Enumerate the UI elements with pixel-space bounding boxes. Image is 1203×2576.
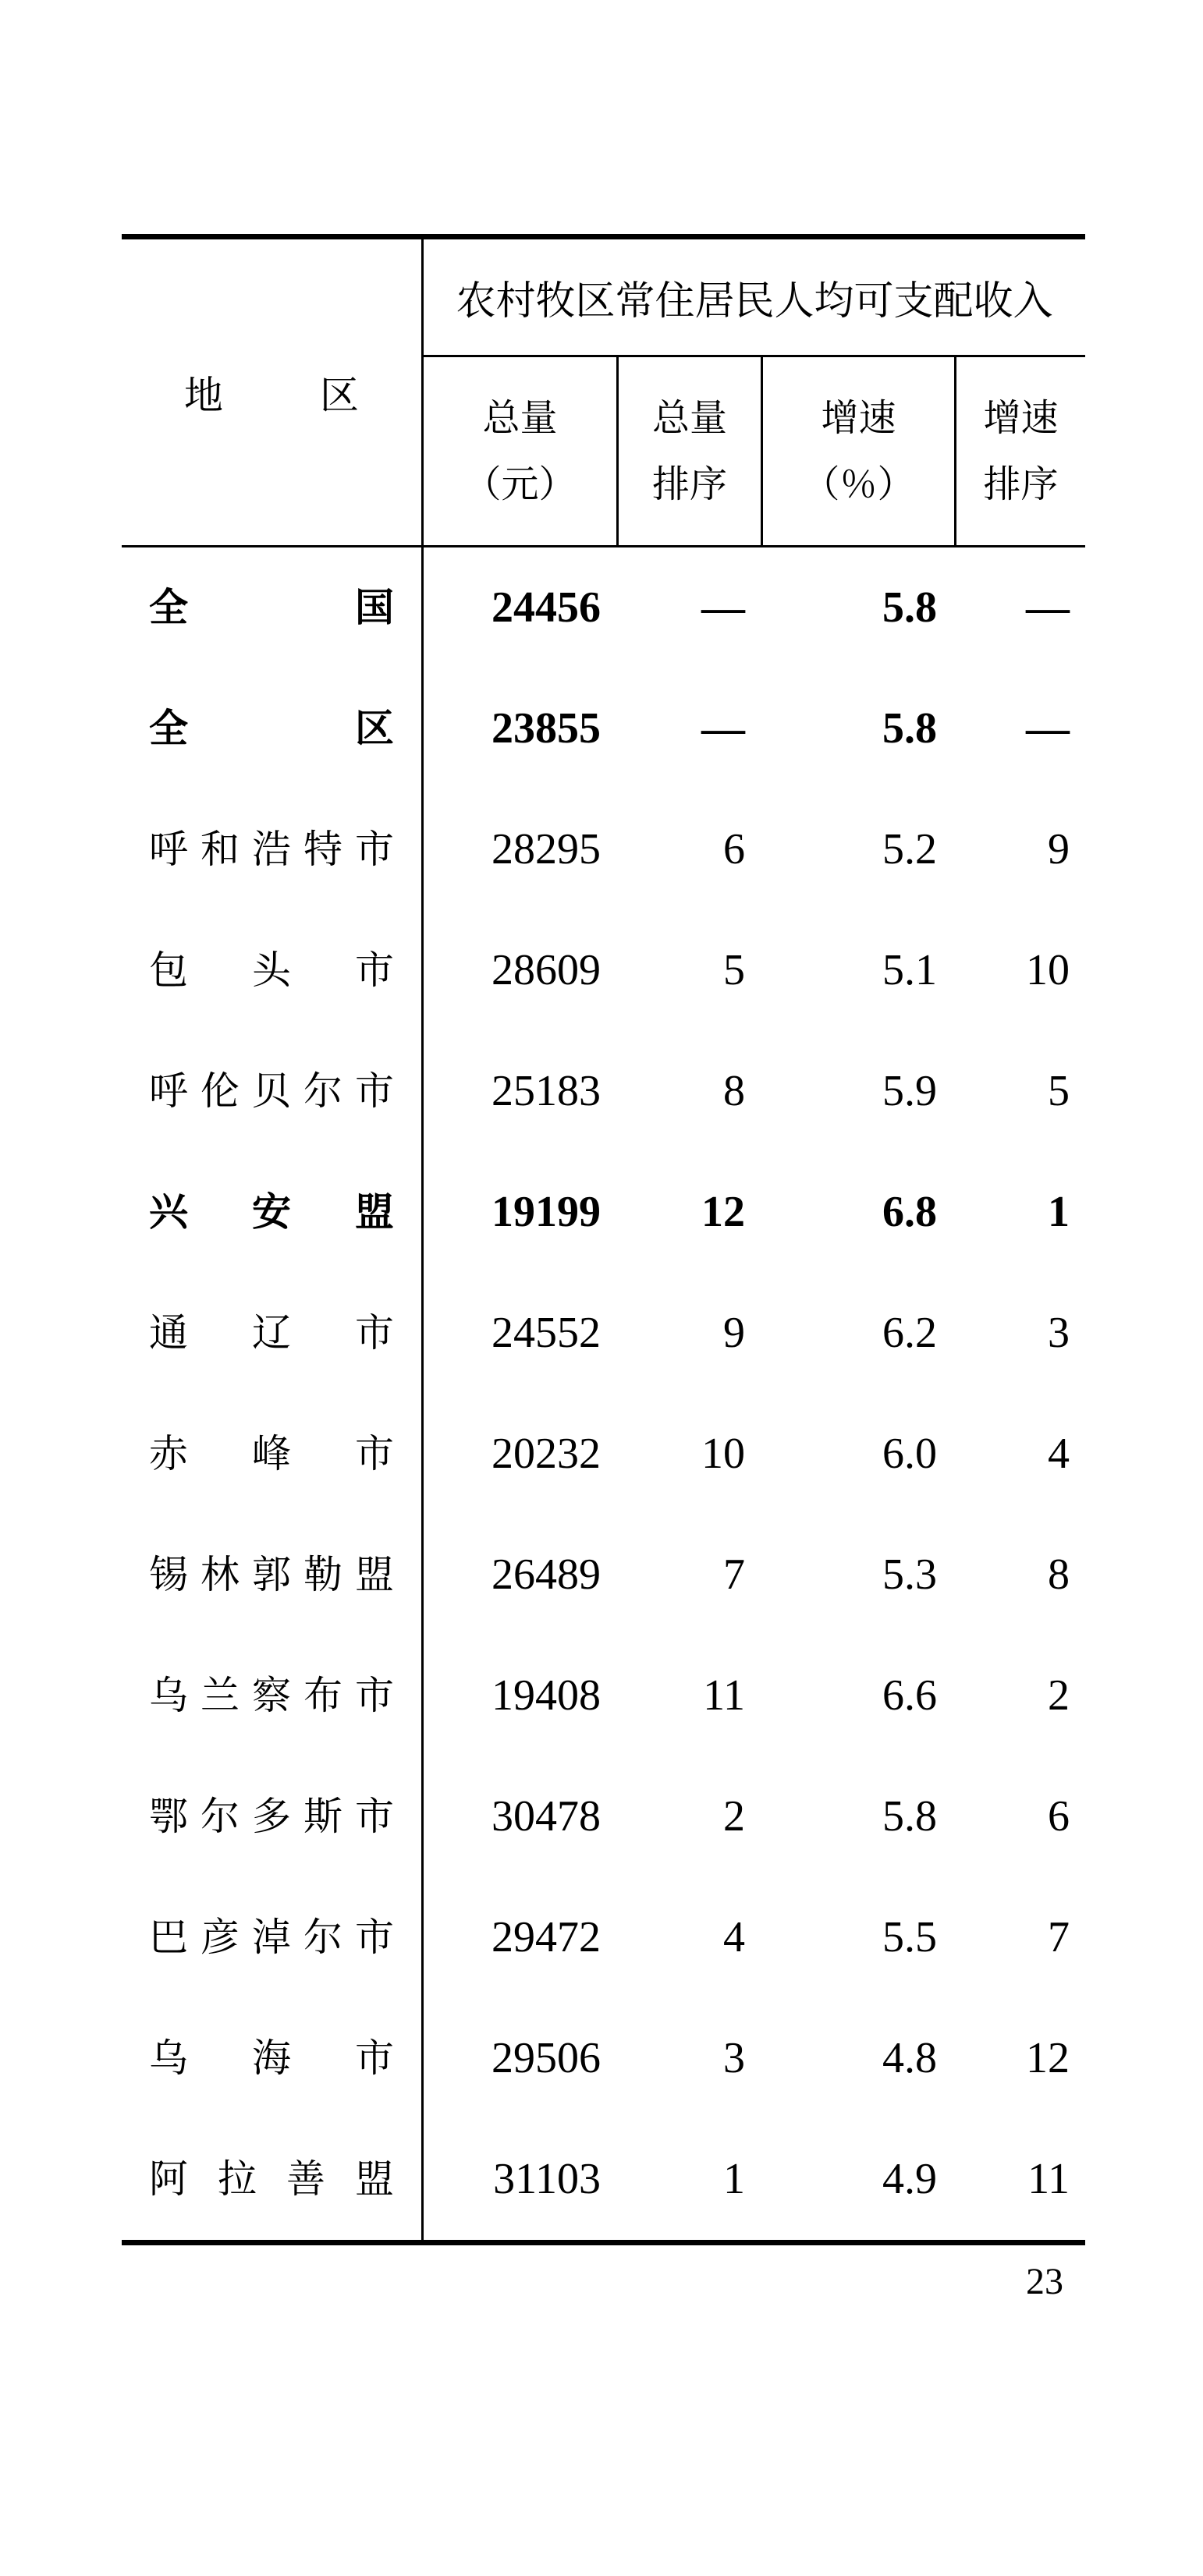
region-cell	[122, 668, 424, 789]
region-name: 鄂尔多斯市	[149, 1795, 394, 1838]
table-row	[122, 1394, 1085, 1515]
total-rank-cell: 6	[723, 825, 745, 873]
growth-cell: 6.8	[882, 1188, 937, 1236]
region-cell	[122, 910, 424, 1031]
table-row	[122, 1031, 1085, 1152]
total-cell: 19408	[491, 1671, 601, 1720]
total-rank-cell: 2	[723, 1792, 745, 1841]
table-row	[122, 1152, 1085, 1273]
region-cell	[122, 1273, 424, 1394]
growth-cell: 5.8	[882, 704, 937, 753]
total-cell: 28295	[491, 825, 601, 873]
total-rank-cell: 10	[701, 1430, 745, 1478]
total-cell: 23855	[491, 704, 601, 753]
table-span-header: 农村牧区常住居民人均可支配收入	[424, 239, 1085, 357]
region-name: 乌海市	[149, 2036, 394, 2080]
growth-rank-cell: 6	[1048, 1792, 1070, 1841]
total-rank-cell: 7	[723, 1550, 745, 1599]
growth-cell: 5.8	[882, 1792, 937, 1841]
subheader-growth-rate-line2: （％）	[802, 463, 915, 505]
total-rank-cell: 5	[723, 946, 745, 994]
region-name: 赤峰市	[149, 1432, 394, 1476]
table-row	[122, 1515, 1085, 1635]
total-rank-cell: 9	[723, 1309, 745, 1357]
subheader-total-amount-line1: 总量	[482, 397, 558, 439]
total-cell: 24552	[491, 1309, 601, 1357]
region-cell	[122, 2119, 424, 2240]
region-column-header-label: 地区	[184, 374, 359, 417]
growth-rank-cell: 10	[1026, 946, 1070, 994]
total-cell: 19199	[491, 1188, 601, 1236]
growth-rank-cell: 4	[1048, 1430, 1070, 1478]
region-name: 阿拉善盟	[149, 2157, 394, 2201]
growth-rank-cell: 5	[1048, 1067, 1070, 1115]
growth-cell: 6.2	[882, 1309, 937, 1357]
region-name: 巴彦淖尔市	[149, 1915, 394, 1959]
subheader-total-amount	[424, 357, 616, 545]
total-cell: 31103	[493, 2155, 601, 2203]
region-name: 兴安盟	[149, 1190, 394, 1234]
subheader-total-rank-line1: 总量	[651, 397, 727, 439]
region-cell	[122, 1394, 424, 1515]
growth-cell: 4.9	[882, 2155, 937, 2203]
income-table	[122, 234, 1085, 2245]
subheader-row	[424, 357, 1085, 545]
region-cell	[122, 1877, 424, 1998]
growth-rank-cell: —	[1026, 704, 1070, 753]
region-name: 全区	[149, 707, 394, 750]
total-cell: 20232	[491, 1430, 601, 1478]
growth-rank-cell: 1	[1048, 1188, 1070, 1236]
total-rank-cell: 4	[723, 1913, 745, 1961]
total-rank-cell: —	[701, 704, 745, 753]
growth-cell: 5.9	[882, 1067, 937, 1115]
subheader-growth-rank-line2: 排序	[983, 463, 1059, 505]
region-name: 呼伦贝尔市	[149, 1069, 394, 1113]
total-rank-cell: 3	[723, 2034, 745, 2082]
table-row	[122, 2119, 1085, 2240]
table-row	[122, 910, 1085, 1031]
total-rank-cell: 8	[723, 1067, 745, 1115]
growth-rank-cell: 3	[1048, 1309, 1070, 1357]
growth-cell: 5.5	[882, 1913, 937, 1961]
total-cell: 24456	[491, 583, 601, 632]
region-cell	[122, 1756, 424, 1877]
table-header	[122, 239, 1085, 547]
region-name: 乌兰察布市	[149, 1674, 394, 1717]
total-cell: 29506	[491, 2034, 601, 2082]
table-row	[122, 1877, 1085, 1998]
growth-rank-cell: 2	[1048, 1671, 1070, 1720]
region-cell	[122, 1152, 424, 1273]
table-row	[122, 668, 1085, 789]
growth-cell: 6.6	[882, 1671, 937, 1720]
region-column-header	[122, 239, 424, 545]
income-header-group	[424, 239, 1085, 545]
total-rank-cell: —	[701, 583, 745, 632]
growth-cell: 5.3	[882, 1550, 937, 1599]
growth-cell: 5.1	[882, 946, 937, 994]
total-cell: 25183	[491, 1067, 601, 1115]
region-name: 通辽市	[149, 1311, 394, 1355]
table-row	[122, 547, 1085, 668]
growth-cell: 4.8	[882, 2034, 937, 2082]
total-rank-cell: 12	[701, 1188, 745, 1236]
growth-rank-cell: 8	[1048, 1550, 1070, 1599]
region-name: 呼和浩特市	[149, 827, 394, 871]
page-number: 23	[1026, 2261, 1063, 2302]
region-cell	[122, 1635, 424, 1756]
table-row	[122, 1273, 1085, 1394]
region-cell	[122, 1515, 424, 1635]
subheader-total-rank-line2: 排序	[651, 463, 727, 505]
subheader-total-amount-line2: （元）	[463, 463, 577, 505]
growth-rank-cell: 9	[1048, 825, 1070, 873]
growth-cell: 5.2	[882, 825, 937, 873]
total-cell: 26489	[491, 1550, 601, 1599]
subheader-growth-rate-line1: 增速	[821, 397, 896, 439]
subheader-total-rank	[616, 357, 761, 545]
growth-cell: 5.8	[882, 583, 937, 632]
total-cell: 30478	[491, 1792, 601, 1841]
table-row	[122, 1635, 1085, 1756]
total-rank-cell: 11	[703, 1671, 745, 1720]
region-cell	[122, 789, 424, 910]
growth-rank-cell: —	[1026, 583, 1070, 632]
growth-rank-cell: 7	[1048, 1913, 1070, 1961]
total-cell: 28609	[491, 946, 601, 994]
region-name: 包头市	[149, 948, 394, 992]
total-rank-cell: 1	[723, 2155, 745, 2203]
total-cell: 29472	[491, 1913, 601, 1961]
region-name: 锡林郭勒盟	[149, 1553, 394, 1596]
table-row	[122, 789, 1085, 910]
growth-rank-cell: 11	[1027, 2155, 1070, 2203]
growth-rank-cell: 12	[1026, 2034, 1070, 2082]
subheader-growth-rate	[761, 357, 954, 545]
region-cell	[122, 547, 424, 668]
subheader-growth-rank	[954, 357, 1085, 545]
subheader-growth-rank-line1: 增速	[983, 397, 1059, 439]
region-cell	[122, 1998, 424, 2119]
region-name: 全国	[149, 586, 394, 629]
region-cell	[122, 1031, 424, 1152]
table-row	[122, 1998, 1085, 2119]
growth-cell: 6.0	[882, 1430, 937, 1478]
table-row	[122, 1756, 1085, 1877]
